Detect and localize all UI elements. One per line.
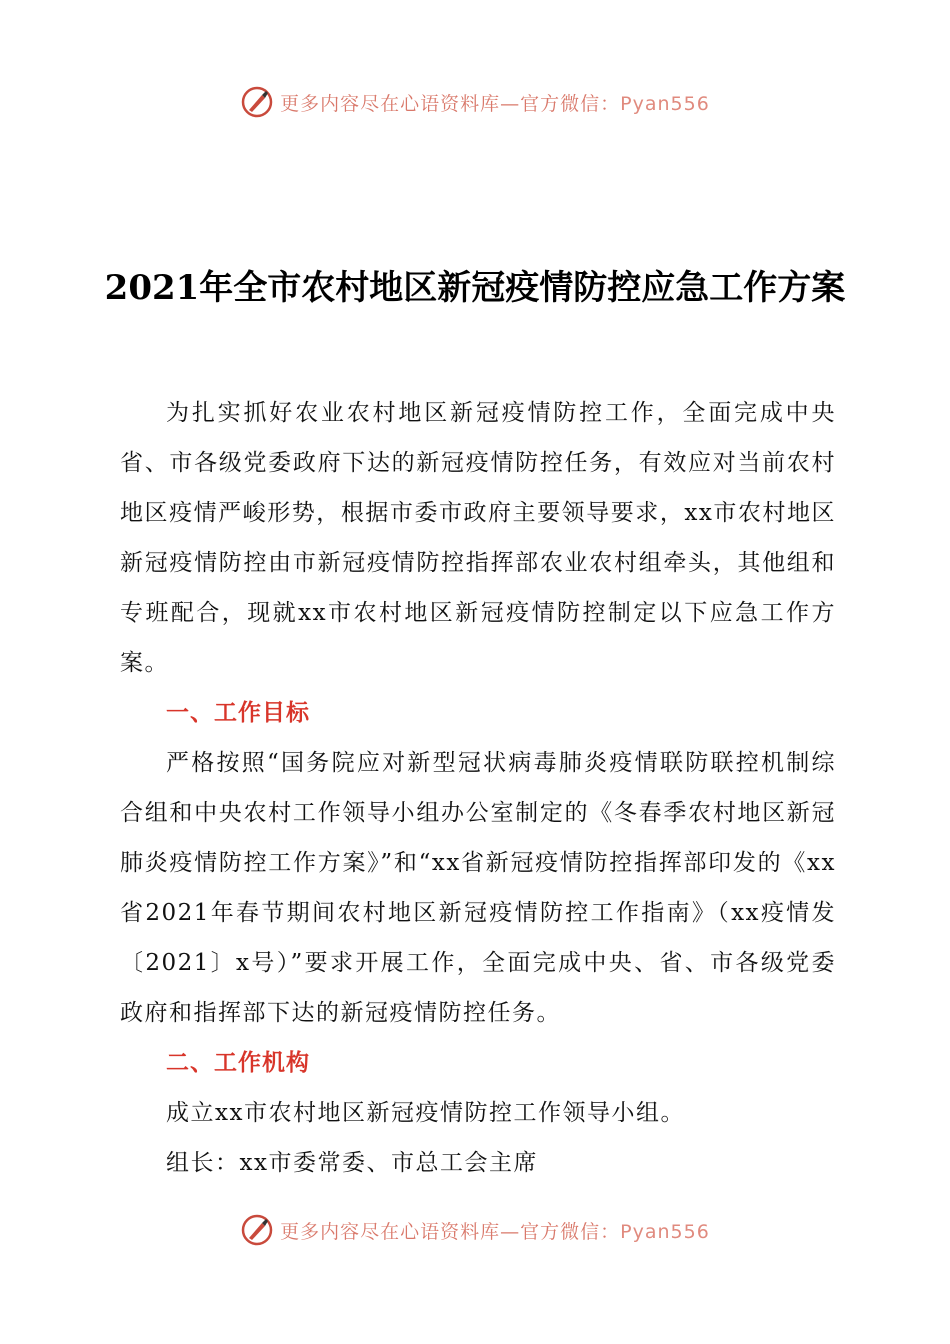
document-body: [120, 388, 836, 1188]
section-heading-organization: 二、工作机构: [166, 1050, 310, 1076]
organization-line-1: 成立xx市农村地区新冠疫情防控工作领导小组。: [166, 1100, 685, 1126]
watermark-footer: [0, 1212, 950, 1248]
watermark-text: 更多内容尽在心语资料库—官方微信：Pyan556: [280, 1220, 710, 1243]
intro-paragraph: 为扎实抓好农业农村地区新冠疫情防控工作，全面完成中央省、市各级党委政府下达的新冠疫情防控任务，有效应对当前农村地区疫情严峻形势，根据市委市政府主要领导要求，xx市农村地区新冠疫情防控由市新冠疫情防控指挥部农业农村组牵头，其他组和专班配合，现就xx市农村地区新冠疫情防控制定以下应急工作方案。: [120, 400, 836, 676]
watermark-wechat-id: Pyan556: [620, 1220, 710, 1243]
pen-seal-icon: [240, 85, 274, 119]
watermark-header: [0, 84, 950, 120]
pen-seal-icon: [240, 1213, 274, 1247]
goals-paragraph: 严格按照“国务院应对新型冠状病毒肺炎疫情联防联控机制综合组和中央农村工作领导小组办公室制定的《冬春季农村地区新冠肺炎疫情防控工作方案》”和“xx省新冠疫情防控指挥部印发的《xx省2021年春节期间农村地区新冠疫情防控工作指南》（xx疫情发〔2021〕x号）”要求开展工作，全面完成中央、省、市各级党委政府和指挥部下达的新冠疫情防控任务。: [120, 750, 836, 1026]
watermark-text: 更多内容尽在心语资料库—官方微信：Pyan556: [280, 92, 710, 115]
document-title: 2021年全市农村地区新冠疫情防控应急工作方案: [104, 268, 846, 308]
section-heading-goals: 一、工作目标: [166, 700, 310, 726]
organization-line-2: 组长：xx市委常委、市总工会主席: [166, 1150, 538, 1176]
watermark-wechat-id: Pyan556: [620, 92, 710, 115]
